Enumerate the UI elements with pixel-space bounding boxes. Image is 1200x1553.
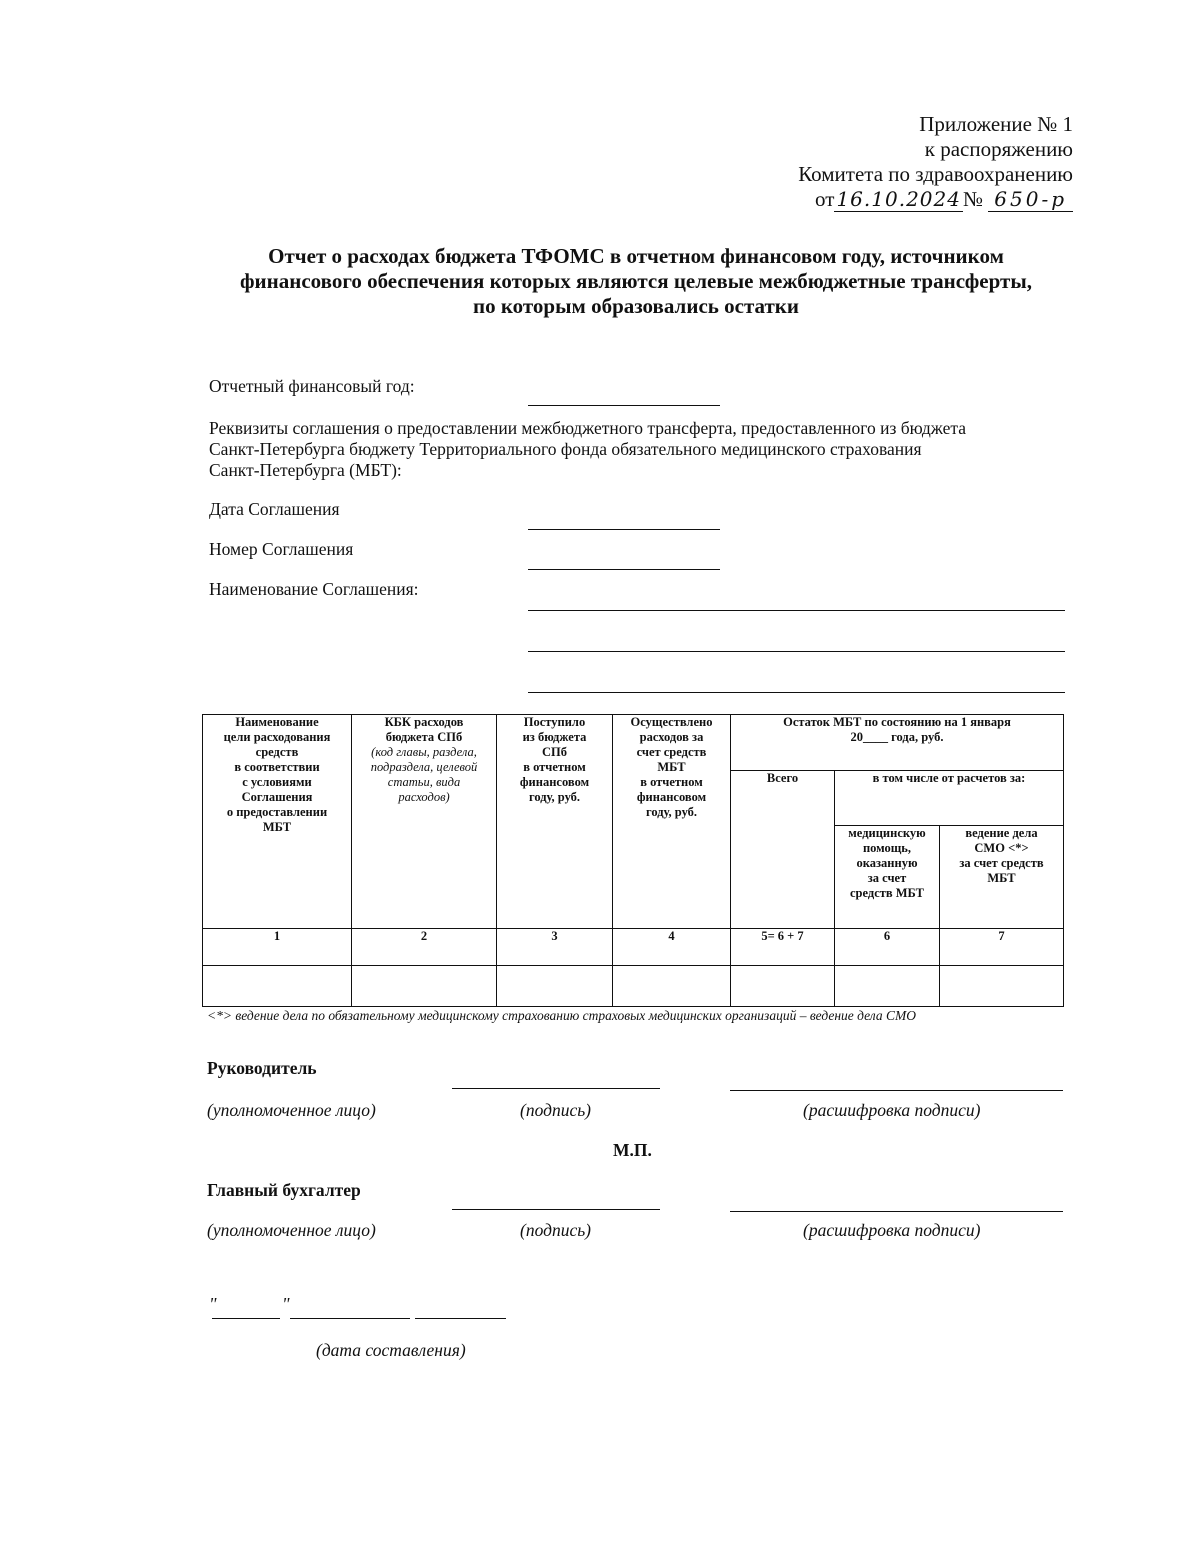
reporting-year-blank: [528, 405, 720, 406]
header-kbk-title: КБК расходов бюджета СПб: [384, 715, 464, 744]
appendix-number: Приложение № 1: [919, 112, 1073, 136]
table-empty-cell: [352, 966, 497, 1007]
agreement-name-label: Наименование Соглашения:: [209, 579, 419, 599]
date-day-blank: [212, 1318, 280, 1319]
footnote: <*> ведение дела по обязательному медицинскому страхованию страховых медицинских организаций – ведение дела СМО: [207, 1008, 916, 1023]
date-open-quote: ": [209, 1294, 217, 1314]
table-empty-cell: [497, 966, 613, 1007]
header-smo: ведение дела СМО <*> за счет средств МБТ: [940, 826, 1064, 929]
accountant-signature-caption: (подпись): [520, 1220, 592, 1240]
table-empty-cell: [835, 966, 940, 1007]
head-signature-line: [452, 1088, 660, 1089]
chief-accountant-label: Главный бухгалтер: [207, 1180, 361, 1200]
accountant-authorized-caption: (уполномоченное лицо): [207, 1220, 376, 1240]
column-number: 6: [835, 929, 940, 966]
date-prefix: от: [815, 187, 835, 211]
stamp-label: М.П.: [613, 1140, 652, 1160]
document-title: [136, 244, 1136, 319]
header-including: в том числе от расчетов за:: [835, 771, 1064, 826]
appendix-committee: Комитета по здравоохранению: [798, 162, 1073, 186]
table-empty-cell: [731, 966, 835, 1007]
appendix-date-line: [798, 187, 1073, 212]
header-kbk-note: (код главы, раздела, подраздела, целевой статьи, вида расходов): [370, 745, 478, 804]
header-total: Всего: [731, 771, 835, 929]
header-received: Поступило из бюджета СПб в отчетном финансовом году, руб.: [497, 715, 613, 929]
head-authorized-caption: (уполномоченное лицо): [207, 1100, 376, 1120]
column-number: 7: [940, 929, 1064, 966]
title-line: финансового обеспечения которых являются целевые межбюджетные трансферты,: [240, 269, 1032, 293]
table-empty-cell: [613, 966, 731, 1007]
appendix-header: [798, 112, 1073, 212]
table-empty-cell: [203, 966, 352, 1007]
column-number: 1: [203, 929, 352, 966]
accountant-transcript-line: [730, 1211, 1063, 1212]
agreement-number-blank: [528, 569, 720, 570]
column-number: 3: [497, 929, 613, 966]
header-purpose: Наименование цели расходования средств в соответствии с условиями Соглашения о предоставлении МБТ: [203, 715, 352, 929]
column-number: 5= 6 + 7: [731, 929, 835, 966]
head-transcript-caption: (расшифровка подписи): [803, 1100, 981, 1120]
header-spent: Осуществлено расходов за счет средств МБТ в отчетном финансовом году, руб.: [613, 715, 731, 929]
head-signature-caption: (подпись): [520, 1100, 592, 1120]
reporting-year-label: Отчетный финансовый год:: [209, 376, 415, 396]
number-prefix: №: [962, 187, 984, 211]
requisites-line: Санкт-Петербурга (МБТ):: [209, 460, 402, 480]
table-empty-cell: [940, 966, 1064, 1007]
agreement-number-label: Номер Соглашения: [209, 539, 354, 559]
report-table: [202, 714, 1064, 1007]
head-transcript-line: [730, 1090, 1063, 1091]
date-close-quote: ": [282, 1294, 290, 1314]
date-year-blank: [415, 1318, 506, 1319]
column-number: 4: [613, 929, 731, 966]
appendix-to-order: к распоряжению: [924, 137, 1073, 161]
handwritten-number: 650-р: [988, 187, 1073, 212]
head-label: Руководитель: [207, 1058, 317, 1078]
column-number: 2: [352, 929, 497, 966]
requisites-line: Санкт-Петербурга бюджету Территориального фонда обязательного медицинского страхования: [209, 439, 922, 459]
agreement-date-label: Дата Соглашения: [209, 499, 340, 519]
agreement-date-blank: [528, 529, 720, 530]
header-balance: Остаток МБТ по состоянию на 1 января 20____ года, руб.: [731, 715, 1064, 771]
agreement-name-blank: [528, 610, 1065, 611]
agreement-name-blank: [528, 692, 1065, 693]
title-line: по которым образовались остатки: [473, 294, 799, 318]
header-kbk: [352, 715, 497, 929]
date-caption: (дата составления): [316, 1340, 466, 1360]
accountant-transcript-caption: (расшифровка подписи): [803, 1220, 981, 1240]
header-medical-care: медицинскую помощь, оказанную за счет средств МБТ: [835, 826, 940, 929]
requisites-line: Реквизиты соглашения о предоставлении межбюджетного трансферта, предоставленного из бюджета: [209, 418, 967, 438]
agreement-name-blank: [528, 651, 1065, 652]
accountant-signature-line: [452, 1209, 660, 1210]
title-line: Отчет о расходах бюджета ТФОМС в отчетном финансовом году, источником: [268, 244, 1004, 268]
date-month-blank: [290, 1318, 410, 1319]
handwritten-date: 16.10.2024: [836, 187, 961, 211]
